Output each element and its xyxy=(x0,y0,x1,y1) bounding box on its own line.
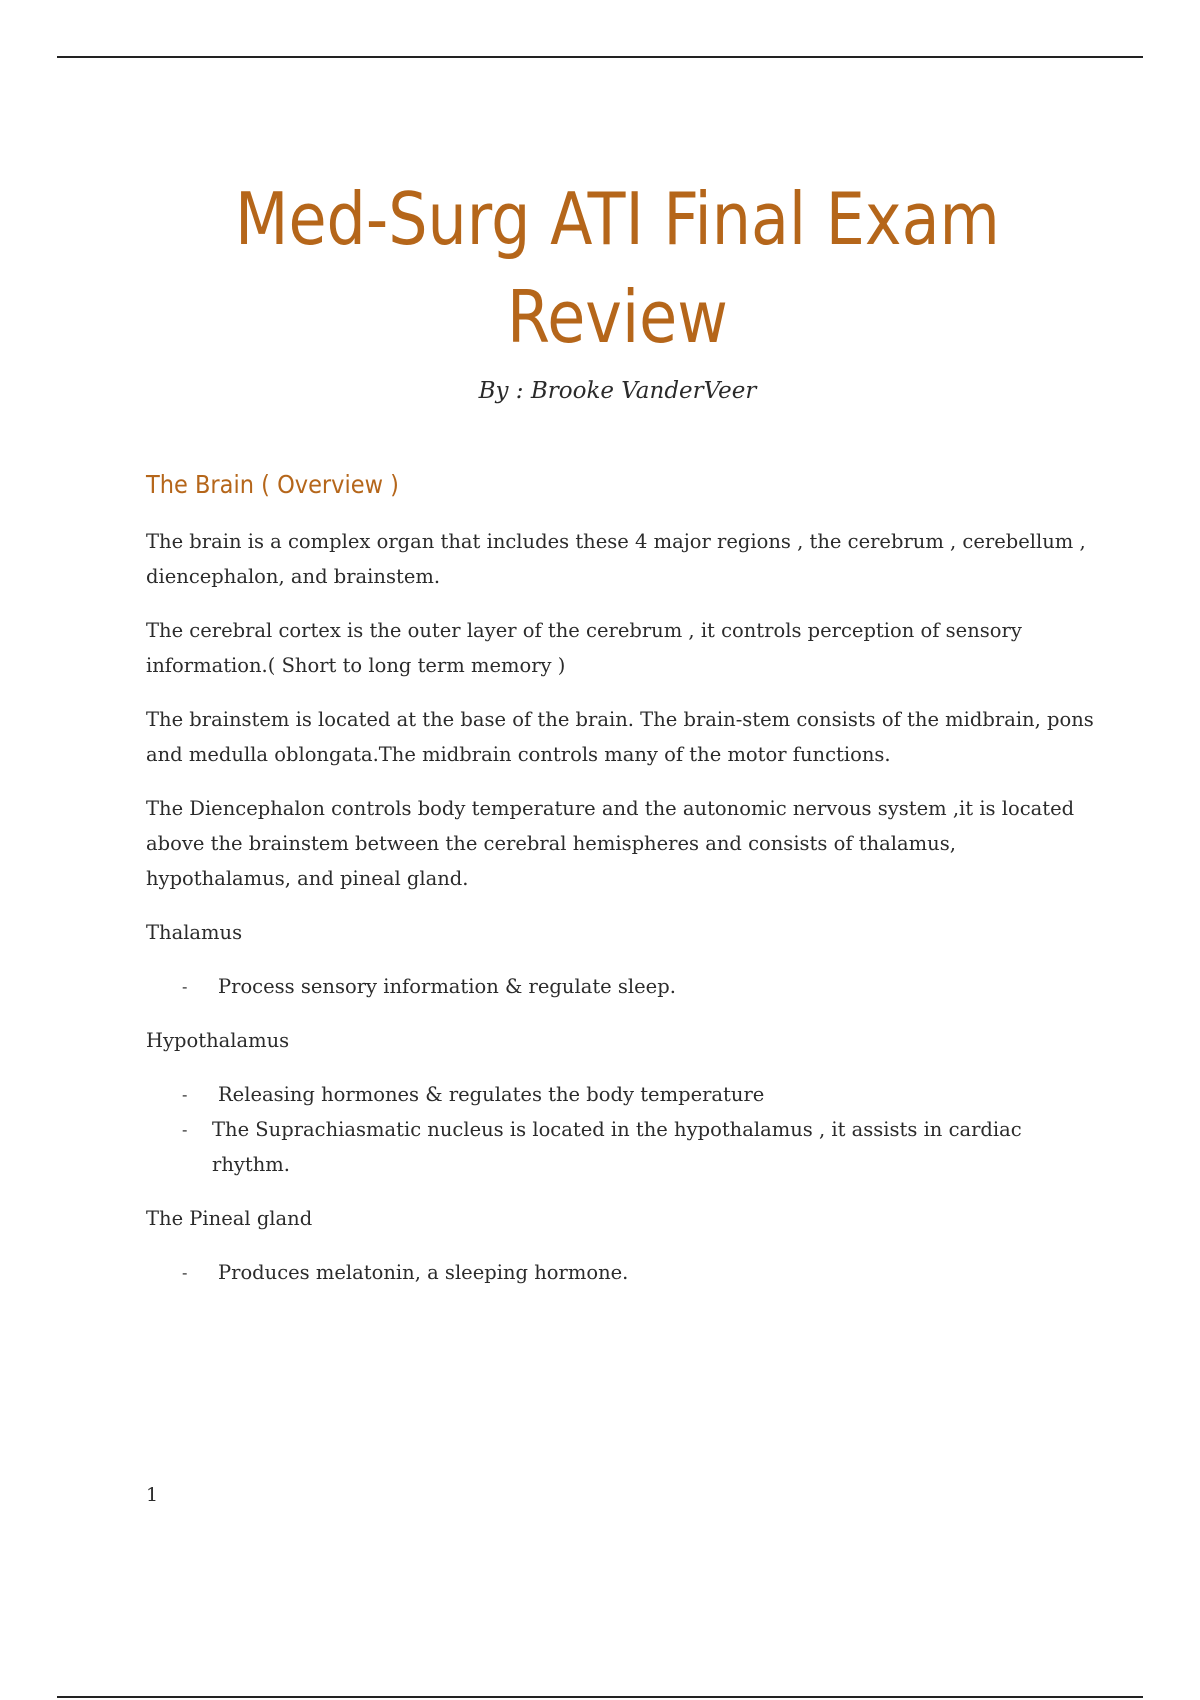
section-heading: The Brain ( Overview ) xyxy=(146,470,399,499)
bullet-dash: - xyxy=(182,1263,188,1282)
thalamus-list xyxy=(146,969,1096,1004)
title-line-1: Med-Surg ATI Final Exam xyxy=(235,177,1000,261)
author-byline: By : Brooke VanderVeer xyxy=(478,378,757,404)
document-body xyxy=(146,468,1096,1309)
bullet-dash: - xyxy=(182,977,188,996)
title-line-2: Review xyxy=(506,275,728,359)
top-rule xyxy=(57,56,1143,58)
document-title xyxy=(86,170,1148,366)
list-item xyxy=(146,1255,1096,1290)
list-item-text: Releasing hormones & regulates the body temperature xyxy=(218,1083,765,1106)
list-item-text: Process sensory information & regulate sleep. xyxy=(218,975,676,998)
pineal-list xyxy=(146,1255,1096,1290)
list-item-text: The Suprachiasmatic nucleus is located in the hypothalamus , it assists in cardiac rhythm. xyxy=(212,1118,1022,1176)
bullet-dash: - xyxy=(182,1085,188,1104)
list-item xyxy=(146,969,1096,1004)
list-item-text: Produces melatonin, a sleeping hormone. xyxy=(218,1261,629,1284)
thalamus-heading: Thalamus xyxy=(146,921,243,944)
hypothalamus-heading: Hypothalamus xyxy=(146,1029,290,1052)
page-number: 1 xyxy=(146,1484,159,1506)
paragraph-regions: The brain is a complex organ that includes these 4 major regions , the cerebrum , cerebellum , diencephalon, and brainstem. xyxy=(146,530,1086,588)
paragraph-cerebral-cortex: The cerebral cortex is the outer layer of the cerebrum , it controls perception of sensory information.( Short to long term memory ) xyxy=(146,619,1022,677)
paragraph-diencephalon: The Diencephalon controls body temperature and the autonomic nervous system ,it is located above the brainstem between the cerebral hemispheres and consists of thalamus, hypothalamus, and pineal gland. xyxy=(146,797,1075,890)
paragraph-brainstem: The brainstem is located at the base of the brain. The brain-stem consists of the midbrain, pons and medulla oblongata.The midbrain controls many of the motor functions. xyxy=(146,708,1094,766)
pineal-heading: The Pineal gland xyxy=(146,1207,313,1230)
hypothalamus-list xyxy=(146,1077,1096,1182)
bullet-dash: - xyxy=(182,1120,188,1139)
list-item xyxy=(146,1112,1096,1182)
bottom-rule xyxy=(57,1696,1143,1698)
list-item xyxy=(146,1077,1096,1112)
